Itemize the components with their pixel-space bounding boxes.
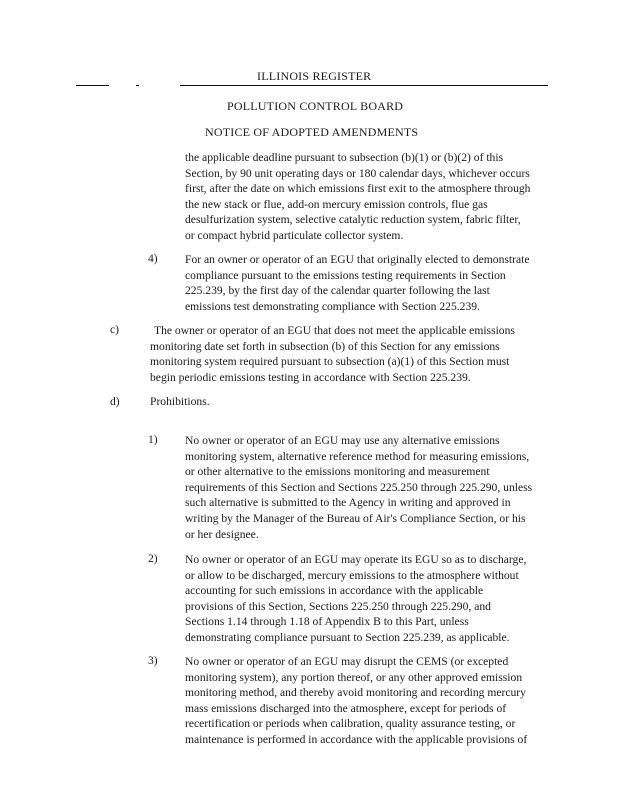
subsection-d-label: d) (110, 395, 120, 408)
text-line: No owner or operator of an EGU may disrupt the CEMS (or excepted (185, 655, 509, 668)
item-4-paragraph (185, 252, 529, 314)
text-line: first, after the date on which emissions first exit to the atmosphere through (185, 182, 531, 196)
text-line: emissions test demonstrating compliance with Section 225.239. (185, 299, 480, 313)
item-d2-label: 2) (148, 552, 158, 565)
header-left-rule (76, 85, 109, 86)
text-line: monitoring date set forth in subsection (b) of this Section for any emissions (150, 339, 500, 353)
text-line: desulfurization system, selective catalytic reduction system, fabric filter, (185, 213, 521, 227)
text-line: monitoring system), any portion thereof, or any other approved emission (185, 670, 523, 684)
text-line: No owner or operator of an EGU may operate its EGU so as to discharge, (185, 553, 527, 566)
text-line: maintenance is performed in accordance with the applicable provisions of (185, 732, 528, 746)
text-line: No owner or operator of an EGU may use any alternative emissions (185, 434, 500, 447)
text-line: accounting for such emissions in accordance with the applicable (185, 584, 484, 598)
text-line: provisions of this Section, Sections 225.250 through 225.290, and (185, 599, 491, 613)
item-4-label: 4) (148, 252, 158, 265)
subsection-d-heading: Prohibitions. (150, 395, 210, 408)
text-line: or other alternative to the emissions monitoring and measurement (185, 465, 490, 479)
item-d1-paragraph (185, 433, 532, 542)
text-line: mass emissions discharged into the atmosphere, except for periods of (185, 701, 507, 715)
item-d3-label: 3) (148, 654, 158, 667)
item-d1-label: 1) (148, 433, 158, 446)
text-line: monitoring method, and thereby avoid monitoring and recording mercury (185, 686, 526, 700)
subsection-c-paragraph (150, 323, 515, 385)
header-dot (136, 85, 139, 86)
subsection-c-label: c) (110, 323, 120, 336)
register-title: ILLINOIS REGISTER (257, 69, 372, 83)
text-line: such alternative is submitted to the Agency in writing and approved in (185, 496, 511, 510)
board-title: POLLUTION CONTROL BOARD (227, 99, 404, 113)
notice-title: NOTICE OF ADOPTED AMENDMENTS (205, 125, 419, 139)
text-line: or allow to be discharged, mercury emissions to the atmosphere without (185, 568, 519, 582)
text-line: writing by the Manager of the Bureau of Air's Compliance Section, or his (185, 511, 526, 525)
text-line: or compact hybrid particulate collector system. (185, 228, 404, 242)
continuation-paragraph (185, 150, 530, 244)
text-line: Section, by 90 unit operating days or 180 calendar days, whichever occurs (185, 166, 530, 180)
text-line: compliance pursuant to the emissions testing requirements in Section (185, 268, 506, 282)
text-line: the new stack or flue, add-on mercury emission controls, flue gas (185, 197, 488, 211)
text-line: or her designee. (185, 527, 259, 541)
text-line: demonstrating compliance pursuant to Section 225.239, as applicable. (185, 630, 510, 644)
header-right-rule (180, 85, 548, 86)
text-line: For an owner or operator of an EGU that originally elected to demonstrate (185, 253, 530, 266)
text-line: The owner or operator of an EGU that does not meet the applicable emissions (154, 324, 515, 337)
text-line: 225.239, by the first day of the calendar quarter following the last (185, 284, 490, 298)
text-line: begin periodic emissions testing in accordance with Section 225.239. (150, 370, 471, 384)
item-d2-paragraph (185, 552, 526, 646)
text-line: Sections 1.14 through 1.18 of Appendix B to this Part, unless (185, 615, 469, 629)
text-line: recertification or periods when calibration, quality assurance testing, or (185, 717, 516, 731)
text-line: the applicable deadline pursuant to subsection (b)(1) or (b)(2) of this (185, 151, 504, 164)
text-line: monitoring system, alternative reference method for measuring emissions, (185, 449, 530, 463)
item-d3-paragraph (185, 654, 527, 748)
text-line: requirements of this Section and Sections 225.250 through 225.290, unless (185, 480, 533, 494)
text-line: monitoring system required pursuant to subsection (a)(1) of this Section must (150, 355, 510, 369)
